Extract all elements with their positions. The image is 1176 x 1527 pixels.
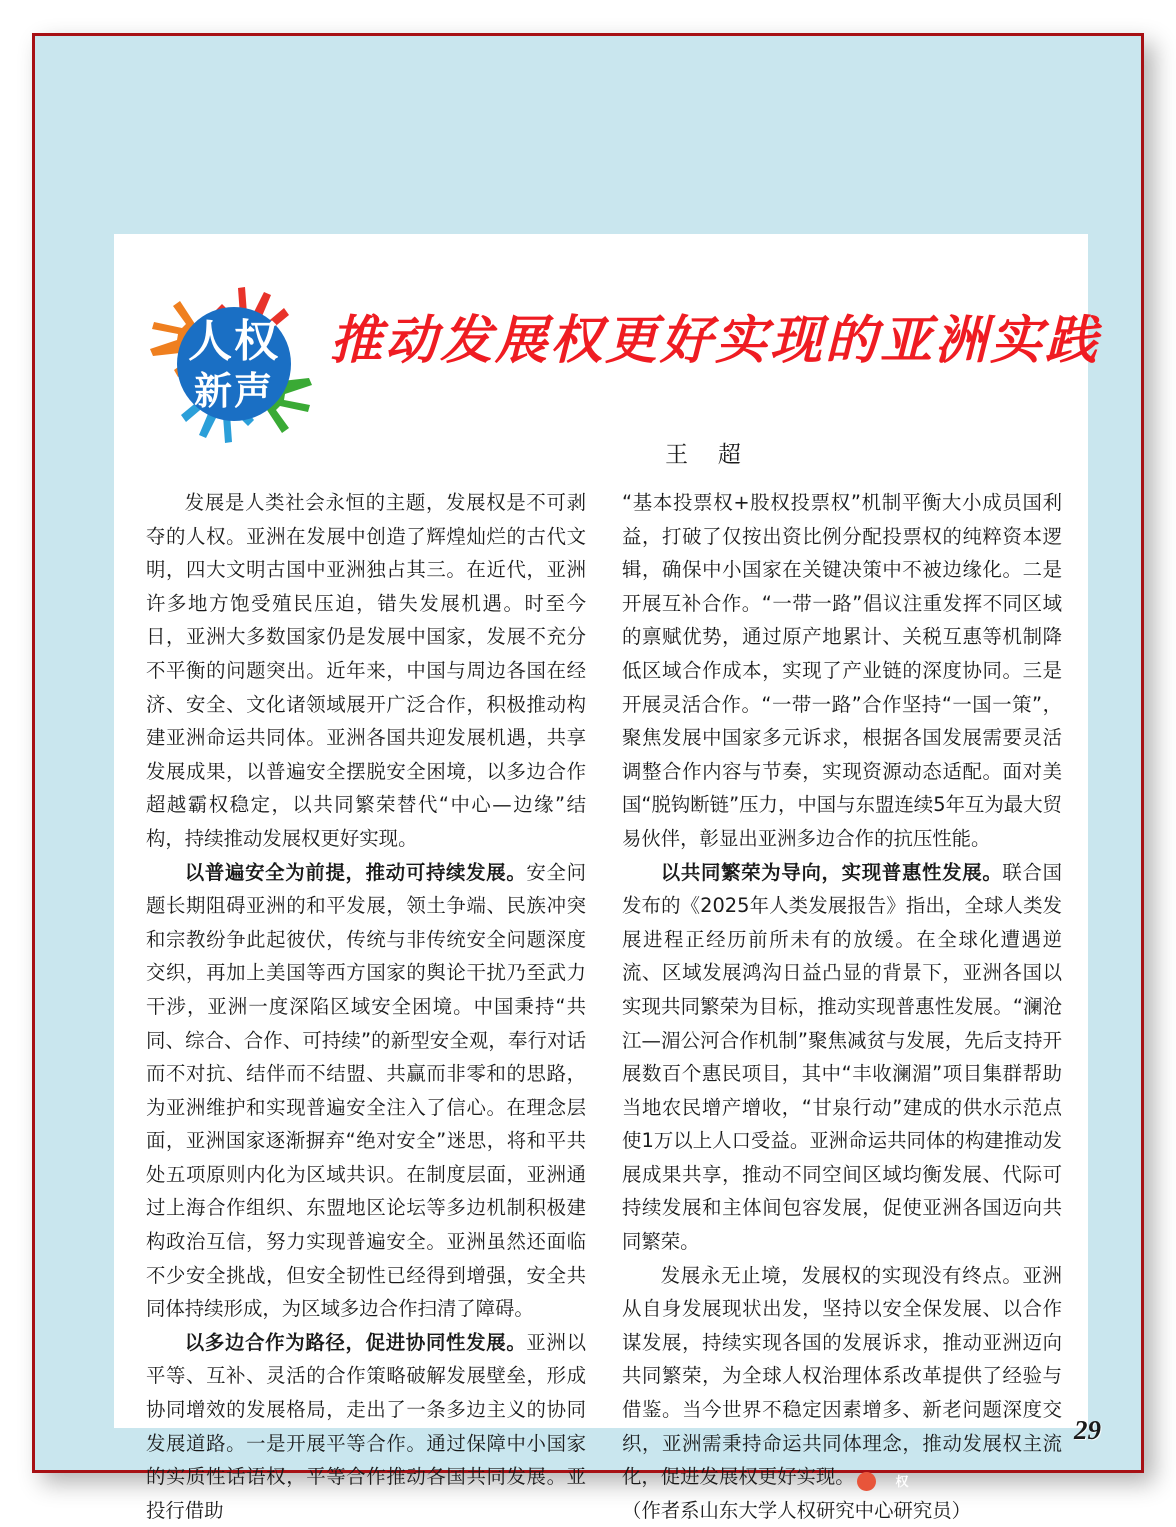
paragraph-lead: 以普遍安全为前提，推动可持续发展。 [184,860,527,884]
renquan-xinsheng-logo-icon [136,282,332,447]
article-body [146,486,1062,1527]
paragraph-text: 发展永无止境，发展权的实现没有终点。亚洲从自身发展现状出发，坚持以安全保发展、以合作谋发展，持续实现各国的发展诉求，推动亚洲迈向共同繁荣，为全球人权治理体系改革提供了经验与借鉴。当今世界不稳定因素增多、新老问题深度交织，亚洲需秉持命运共同体理念，推动发展权主流化，促进发展权更好实现。 [622,1263,1062,1489]
author-byline: 王 超 [665,442,753,467]
author-affiliation-note: （作者系山东大学人权研究中心研究员） [622,1498,972,1522]
masthead [114,234,1101,467]
paragraph-lead: 以多边合作为路径，促进协同性发展。 [184,1330,527,1354]
paragraph-text: 亚洲以平等、互补、灵活的合作策略破解发展壁垒，形成协同增效的发展格局，走出了一条多边主义的协同发展道路。一是开展平等合作。通过保障中小国家的实质性话语权，平等合作推动各国共同发展。亚投行借助 [146,1330,587,1522]
magazine-page [32,33,1144,1522]
paragraph-lead: 以共同繁荣为导向，实现普惠性发展。 [660,860,1003,884]
paragraph [622,1259,1062,1494]
paragraph-text: 发展是人类社会永恒的主题，发展权是不可剥夺的人权。亚洲在发展中创造了辉煌灿烂的古代文明，四大文明古国中亚洲独占其三。在近代，亚洲许多地方饱受殖民压迫，错失发展机遇。时至今日，亚洲大多数国家仍是发展中国家，发展不充分不平衡的问题突出。近年来，中国与周边各国在经济、安全、文化诸领域展开广泛合作，积极推动构建亚洲命运共同体。亚洲各国共迎发展机遇，共享发展成果，以普遍安全摆脱安全困境，以多边合作超越霸权稳定，以共同繁荣替代“中心—边缘”结构，持续推动发展权更好实现。 [146,491,586,850]
right-column [622,486,1062,1527]
paragraph [146,486,586,856]
paragraph [622,856,1062,1259]
page-number: 29 [1074,1415,1101,1445]
page-title: 推动发展权更好实现的亚洲实践 [330,313,1101,370]
paragraph [146,1326,586,1527]
paragraph-text: 联合国发布的《2025年人类发展报告》指出，全球人类发展进程正经历前所未有的放缓。在全球化遭遇逆流、区域发展鸿沟日益凸显的背景下，亚洲各国以实现共同繁荣为目标，推动实现普惠性发展。“澜沧江—湄公河合作机制”聚焦减贫与发展，先后支持开展数百个惠民项目，其中“丰收澜湄”项目集群帮助当地农民增产增收，“甘泉行动”建成的供水示范点使1万以上人口受益。亚洲命运共同体的构建推动发展成果共享，推动不同空间区域均衡发展、代际可持续发展和主体间包容发展，促使亚洲各国迈向共同繁荣。 [622,860,1063,1254]
end-mark-icon: 权 [857,1472,876,1491]
paragraph-text: 安全问题长期阻碍亚洲的和平发展，领土争端、民族冲突和宗教纷争此起彼伏，传统与非传统安全问题深度交织，再加上美国等西方国家的舆论干扰乃至武力干涉，亚洲一度深陷区域安全困境。中国秉持“共同、综合、合作、可持续”的新型安全观，奉行对话而不对抗、结伴而不结盟、共赢而非零和的思路，为亚洲维护和实现普遍安全注入了信心。在理念层面，亚洲国家逐渐摒弃“绝对安全”迷思，将和平共处五项原则内化为区域共识。在制度层面，亚洲通过上海合作组织、东盟地区论坛等多边机制积极建构政治互信，努力实现普遍安全。亚洲虽然还面临不少安全挑战，但安全韧性已经得到增强，安全共同体持续形成，为区域多边合作扫清了障碍。 [146,860,587,1321]
logo-bottom-text: 新声 [193,371,275,413]
paragraph-text: “基本投票权+股权投票权”机制平衡大小成员国利益，打破了仅按出资比例分配投票权的纯粹资本逻辑，确保中小国家在关键决策中不被边缘化。二是开展互补合作。“一带一路”倡议注重发挥不同区域的禀赋优势，通过原产地累计、关税互惠等机制降低区域合作成本，实现了产业链的深度协同。三是开展灵活合作。“一带一路”合作坚持“一国一策”，聚焦发展中国家多元诉求，根据各国发展需要灵活调整合作内容与节奏，实现资源动态适配。面对美国“脱钩断链”压力，中国与东盟连续5年互为最大贸易伙伴，彰显出亚洲多边合作的抗压性能。 [622,491,1062,850]
logo-top-text: 人权 [188,317,280,366]
paragraph [146,856,586,1326]
left-column [146,486,586,1527]
paragraph [622,486,1062,856]
